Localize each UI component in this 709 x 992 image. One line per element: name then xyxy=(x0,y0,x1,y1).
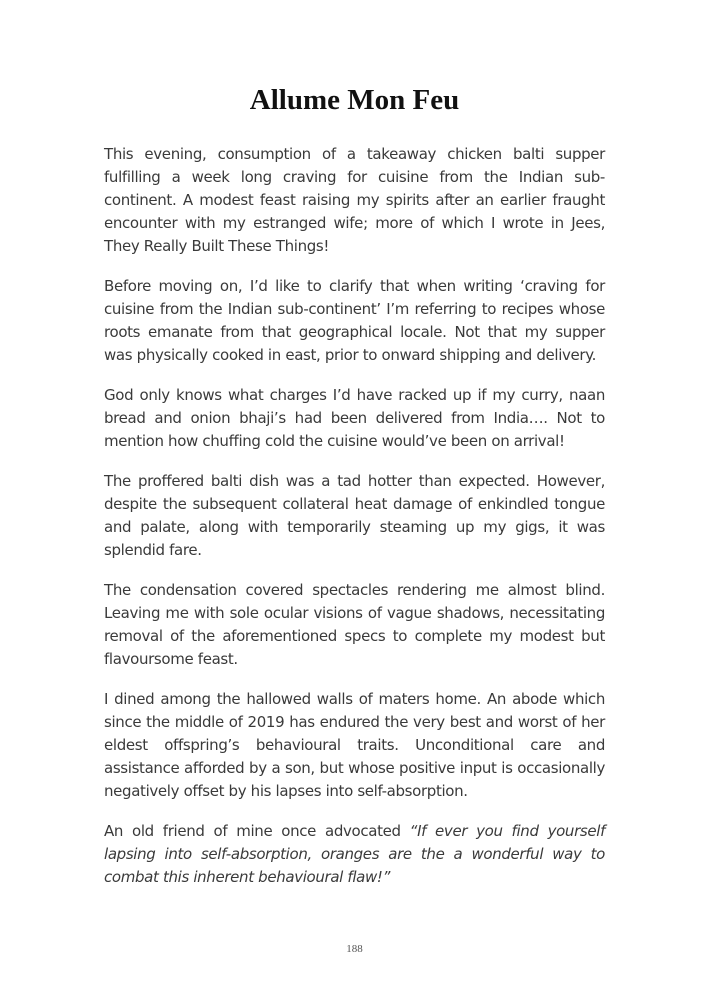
paragraph-5: The condensation covered spectacles rendering me almost blind. Leaving me with sole ocular visions of vague shadows, necessitating removal of the aforementioned specs to complete my modest but flavoursome feast. xyxy=(104,581,605,668)
paragraph-7-lead: An old friend of mine once advocated xyxy=(104,822,410,840)
paragraph-4: The proffered balti dish was a tad hotter than expected. However, despite the subsequent collateral heat damage of enkindled tongue and palate, along with temporarily steaming up my gigs, it was splendid fare. xyxy=(104,472,605,559)
paragraph-7 xyxy=(104,820,605,889)
paragraph-3: God only knows what charges I’d have racked up if my curry, naan bread and onion bhaji’s had been delivered from India…. Not to mention how chuffing cold the cuisine would’ve been on arrival! xyxy=(104,386,605,450)
page-number: 188 xyxy=(346,943,363,955)
chapter-body xyxy=(104,143,605,906)
paragraph-2: Before moving on, I’d like to clarify that when writing ‘craving for cuisine from the Indian sub-continent’ I’m referring to recipes whose roots emanate from that geographical locale. Not that my supper was physically cooked in east, prior to onward shipping and delivery. xyxy=(104,277,605,364)
chapter-title: Allume Mon Feu xyxy=(249,84,460,116)
paragraph-1: This evening, consumption of a takeaway chicken balti supper fulfilling a week long craving for cuisine from the Indian sub-continent. A modest feast raising my spirits after an earlier fraught encounter with my estranged wife; more of which I wrote in Jees, They Really Built These Things! xyxy=(104,145,605,255)
friend-quote: “If ever you find yourself lapsing into self-absorption, oranges are the a wonderful way to combat this inherent behavioural flaw!” xyxy=(104,822,605,886)
paragraph-6: I dined among the hallowed walls of maters home. An abode which since the middle of 2019 has endured the very best and worst of her eldest offspring’s behavioural traits. Unconditional care and assistance afforded by a son, but whose positive input is occasionally negatively offset by his lapses into self-absorption. xyxy=(104,690,605,800)
